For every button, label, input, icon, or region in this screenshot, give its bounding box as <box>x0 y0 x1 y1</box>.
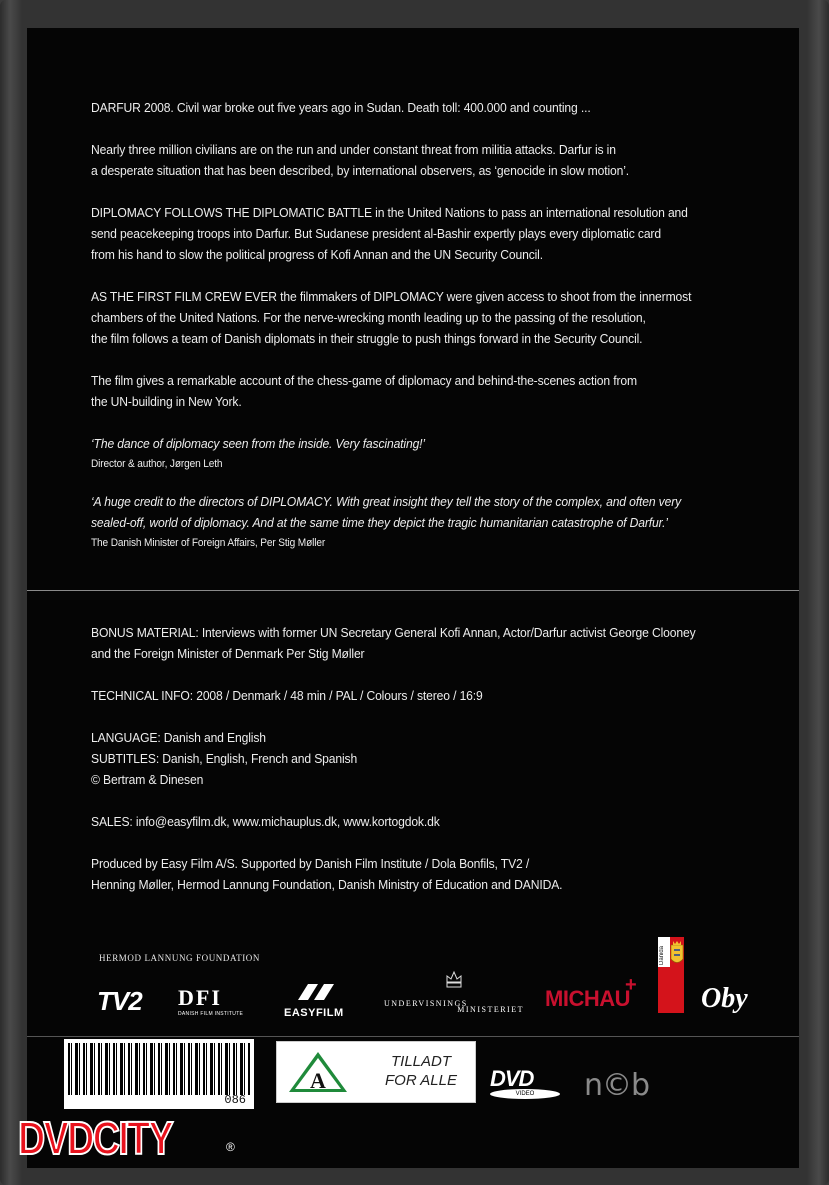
registered-mark-icon: ® <box>226 1140 235 1154</box>
quote-moller-line-2: sealed-off, world of diplomacy. And at the same time they depict the tragic humanitarian catastrophe of Darfur.’ <box>91 515 668 530</box>
film-crew-lead: AS THE FIRST FILM CREW EVER <box>91 289 277 304</box>
quote-moller-attribution: The Danish Minister of Foreign Affairs, Per Stig Møller <box>91 537 326 549</box>
technical-label: TECHNICAL INFO: <box>91 688 193 703</box>
intro-rest: Civil war broke out five years ago in Sudan. Death toll: 400.000 and counting ... <box>173 100 591 115</box>
paragraph-diplomacy <box>91 202 772 265</box>
paragraph-intro <box>91 97 772 118</box>
diplomacy-line-2: send peacekeeping troops into Darfur. But Sudanese president al-Bashir expertly plays every diplomatic card <box>91 226 661 241</box>
intro-lead: DARFUR 2008. <box>91 100 174 115</box>
barcode-digits: 086 <box>224 1093 246 1107</box>
quote-leth-attribution: Director & author, Jørgen Leth <box>91 458 223 470</box>
sales-label: SALES: <box>91 814 133 829</box>
copyright-line: © Bertram & Dinesen <box>91 772 204 787</box>
quote-leth-text: ‘The dance of diplomacy seen from the inside. Very fascinating!’ <box>91 436 425 451</box>
subtitles-label: SUBTITLES: <box>91 751 160 766</box>
quote-leth <box>91 433 772 454</box>
bonus-line-1: Interviews with former UN Secretary General Kofi Annan, Actor/Darfur activist George Clooney <box>198 625 696 640</box>
bonus-line-2: and the Foreign Minister of Denmark Per Stig Møller <box>91 646 365 661</box>
situation-line-2: a desperate situation that has been described, by international observers, as ‘genocide in slow motion’. <box>91 163 630 178</box>
paragraph-film-crew <box>91 286 772 349</box>
dvd-video-text: VIDEO <box>490 1089 560 1099</box>
paragraph-situation <box>91 139 772 181</box>
michau-plus-icon: + <box>625 974 637 996</box>
rating-line-1: TILLADT <box>390 1053 451 1070</box>
film-crew-line-3: the film follows a team of Danish diplomats in their struggle to push things forward in the Security Council. <box>91 331 643 346</box>
tv2-logo <box>97 986 142 1017</box>
danida-text: Danida <box>659 945 665 965</box>
crown-icon <box>444 968 464 994</box>
section-divider <box>27 590 799 591</box>
rating-line-2: FOR ALLE <box>385 1072 457 1089</box>
info-section <box>91 622 771 895</box>
tv2-logo-text: TV2 <box>97 986 142 1016</box>
dfi-logo <box>178 987 243 1017</box>
situation-line-1: Nearly three million civilians are on the run and under constant threat from militia attacks. Darfur is in <box>91 142 616 157</box>
michau-logo <box>545 974 637 1012</box>
diplomacy-lead: DIPLOMACY FOLLOWS THE DIPLOMATIC BATTLE <box>91 205 372 220</box>
produced-line-1: Produced by Easy Film A/S. Supported by Danish Film Institute / Dola Bonfils, TV2 / <box>91 856 530 871</box>
synopsis-section <box>91 97 771 551</box>
film-crew-line-1: the filmmakers of DIPLOMACY were given access to shoot from the innermost <box>276 289 692 304</box>
lower-divider <box>27 1036 799 1037</box>
sales-info <box>91 811 772 832</box>
dfi-logo-subtext: DANISH FILM INSTITUTE <box>178 1011 244 1017</box>
paragraph-account <box>91 370 772 412</box>
rating-letter: A <box>310 1068 326 1093</box>
dvdcity-watermark: DVDCITY <box>18 1112 173 1164</box>
technical-value: 2008 / Denmark / 48 min / PAL / Colours / stereo / 16:9 <box>192 688 483 703</box>
diplomacy-line-3: from his hand to slow the political progress of Kofi Annan and the UN Security Council. <box>91 247 543 262</box>
easyfilm-logo-text: EASYFILM <box>284 1007 344 1019</box>
bonus-label: BONUS MATERIAL: <box>91 625 199 640</box>
subtitles-info <box>91 748 772 769</box>
language-info <box>91 727 772 748</box>
barcode-bars <box>68 1043 250 1095</box>
oby-logo-text: Oby <box>701 983 748 1014</box>
dvd-video-logo <box>490 1066 570 1106</box>
rating-text <box>375 1052 467 1090</box>
barcode <box>64 1039 254 1109</box>
account-line-1: The film gives a remarkable account of the chess-game of diplomacy and behind-the-scenes action from <box>91 373 637 388</box>
produced-by <box>91 853 772 895</box>
coat-of-arms-icon <box>670 941 684 967</box>
film-crew-line-2: chambers of the United Nations. For the nerve-wrecking month leading up to the passing of the resolution, <box>91 310 646 325</box>
language-label: LANGUAGE: <box>91 730 161 745</box>
oby-logo <box>701 983 748 1015</box>
dfi-logo-text: DFI <box>178 985 222 1010</box>
diplomacy-line-1: in the United Nations to pass an international resolution and <box>371 205 688 220</box>
undervisnings-text: UNDERVISNINGS <box>384 999 468 1008</box>
quote-moller <box>91 491 772 533</box>
produced-line-2: Henning Møller, Hermod Lannung Foundation, Danish Ministry of Education and DANIDA. <box>91 877 563 892</box>
dvd-logo-text: DVD <box>490 1066 534 1091</box>
ncb-logo: n©b <box>584 1068 650 1103</box>
account-line-2: the UN-building in New York. <box>91 394 242 409</box>
danida-logo <box>658 937 684 1013</box>
easyfilm-logo <box>284 984 360 1019</box>
undervisnings-ministeriet-logo <box>384 968 524 1014</box>
ministeriet-text: MINISTERIET <box>457 1005 524 1014</box>
technical-info <box>91 685 772 706</box>
age-rating-badge <box>276 1041 476 1103</box>
hermod-lannung-logo: HERMOD LANNUNG FOUNDATION <box>99 953 260 963</box>
back-cover-sheet <box>27 28 799 1168</box>
easyfilm-mark-icon <box>284 984 360 1002</box>
quote-moller-line-1: ‘A huge credit to the directors of DIPLOMACY. With great insight they tell the story of the complex, and often very <box>91 494 682 509</box>
subtitles-value: Danish, English, French and Spanish <box>159 751 358 766</box>
language-value: Danish and English <box>160 730 266 745</box>
sales-value: info@easyfilm.dk, www.michauplus.dk, www.kortogdok.dk <box>132 814 440 829</box>
michau-logo-text: MICHAU <box>545 986 630 1011</box>
bonus-material <box>91 622 772 664</box>
